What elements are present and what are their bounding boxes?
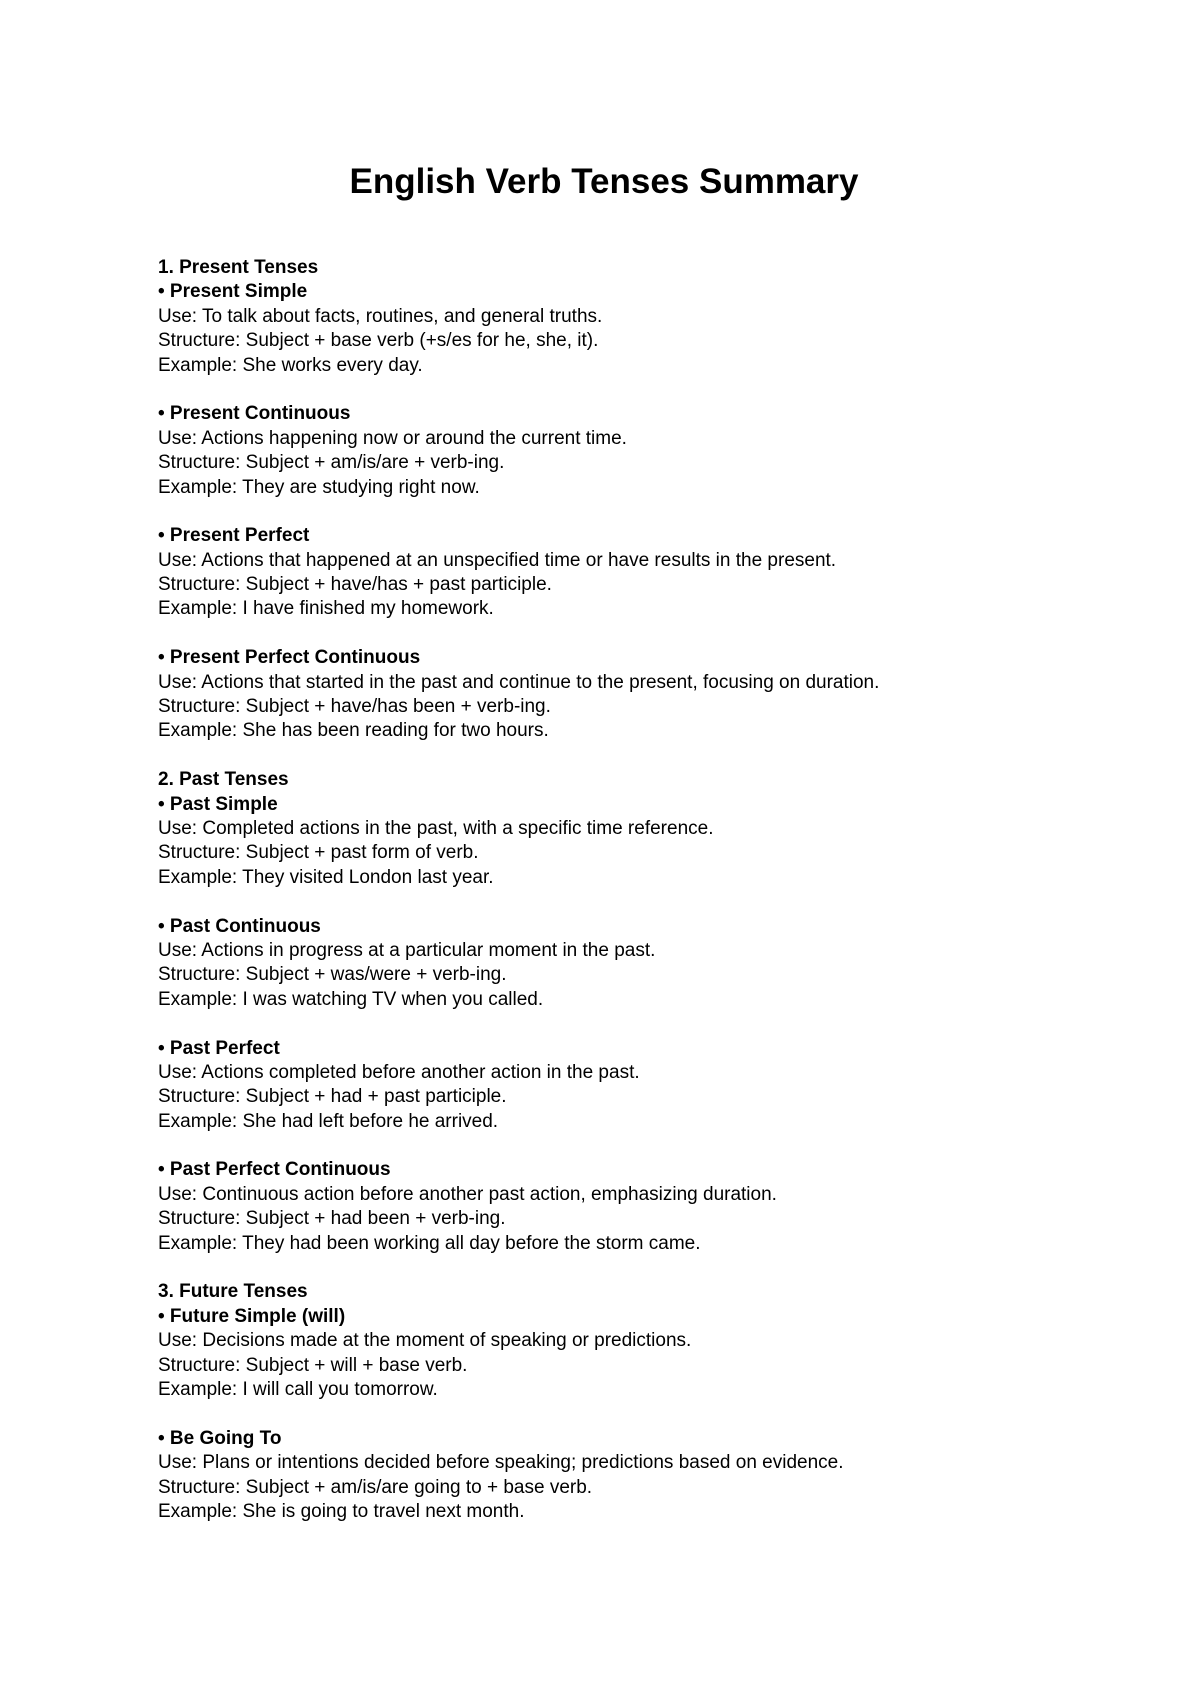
tense-use: Use: Actions happening now or around the current time. xyxy=(158,427,627,449)
section-heading: 2. Past Tenses xyxy=(158,769,289,791)
tense-be-going-to xyxy=(158,1427,1042,1525)
tense-example: Example: She had left before he arrived. xyxy=(158,1110,499,1132)
tense-name: • Future Simple (will) xyxy=(158,1305,346,1327)
tense-example: Example: I was watching TV when you called. xyxy=(158,988,544,1010)
tense-use: Use: Continuous action before another past action, emphasizing duration. xyxy=(158,1183,777,1205)
tense-structure: Structure: Subject + have/has + past participle. xyxy=(158,574,552,596)
tense-past-perfect xyxy=(158,1037,1042,1135)
tense-name: • Past Continuous xyxy=(158,915,321,937)
tense-example: Example: They had been working all day before the storm came. xyxy=(158,1232,701,1254)
section-future-tenses xyxy=(158,1280,1042,1524)
section-past-tenses xyxy=(158,768,1042,1256)
tense-present-simple xyxy=(158,280,1042,378)
tense-use: Use: Completed actions in the past, with a specific time reference. xyxy=(158,817,714,839)
tense-name: • Present Continuous xyxy=(158,403,351,425)
tense-structure: Structure: Subject + base verb (+s/es for he, she, it). xyxy=(158,330,599,352)
tense-example: Example: They visited London last year. xyxy=(158,866,494,888)
tense-example: Example: She has been reading for two hours. xyxy=(158,720,549,742)
tense-present-perfect xyxy=(158,524,1042,622)
tense-structure: Structure: Subject + had been + verb-ing. xyxy=(158,1208,506,1230)
tense-structure: Structure: Subject + past form of verb. xyxy=(158,842,479,864)
tense-present-continuous xyxy=(158,402,1042,500)
tense-use: Use: Actions that started in the past and continue to the present, focusing on duration. xyxy=(158,671,880,693)
section-heading: 3. Future Tenses xyxy=(158,1281,308,1303)
document-content xyxy=(158,256,1042,1524)
tense-structure: Structure: Subject + am/is/are going to + base verb. xyxy=(158,1476,593,1498)
tense-example: Example: I will call you tomorrow. xyxy=(158,1378,438,1400)
tense-structure: Structure: Subject + was/were + verb-ing. xyxy=(158,964,507,986)
tense-example: Example: They are studying right now. xyxy=(158,476,480,498)
tense-present-perfect-continuous xyxy=(158,646,1042,744)
tense-name: • Present Perfect Continuous xyxy=(158,647,421,669)
tense-name: • Present Simple xyxy=(158,281,308,303)
section-present-tenses xyxy=(158,256,1042,744)
page-title: English Verb Tenses Summary xyxy=(349,162,859,201)
tense-name: • Be Going To xyxy=(158,1427,282,1449)
tense-structure: Structure: Subject + will + base verb. xyxy=(158,1354,468,1376)
tense-use: Use: Plans or intentions decided before speaking; predictions based on evidence. xyxy=(158,1452,844,1474)
tense-name: • Present Perfect xyxy=(158,525,310,547)
tense-future-simple xyxy=(158,1305,1042,1403)
tense-past-continuous xyxy=(158,915,1042,1013)
tense-example: Example: I have finished my homework. xyxy=(158,598,494,620)
tense-use: Use: Actions in progress at a particular moment in the past. xyxy=(158,939,656,961)
tense-past-perfect-continuous xyxy=(158,1158,1042,1256)
tense-example: Example: She is going to travel next month. xyxy=(158,1500,525,1522)
tense-use: Use: Actions completed before another action in the past. xyxy=(158,1061,640,1083)
tense-example: Example: She works every day. xyxy=(158,354,423,376)
tense-structure: Structure: Subject + am/is/are + verb-ing. xyxy=(158,452,505,474)
tense-past-simple xyxy=(158,793,1042,891)
tense-structure: Structure: Subject + have/has been + verb-ing. xyxy=(158,696,551,718)
section-heading: 1. Present Tenses xyxy=(158,257,319,278)
tense-use: Use: To talk about facts, routines, and general truths. xyxy=(158,305,603,327)
tense-use: Use: Decisions made at the moment of speaking or predictions. xyxy=(158,1330,692,1352)
tense-name: • Past Simple xyxy=(158,793,278,815)
tense-name: • Past Perfect xyxy=(158,1037,280,1059)
tense-name: • Past Perfect Continuous xyxy=(158,1159,391,1181)
tense-structure: Structure: Subject + had + past participle. xyxy=(158,1086,507,1108)
tense-use: Use: Actions that happened at an unspecified time or have results in the present. xyxy=(158,549,837,571)
